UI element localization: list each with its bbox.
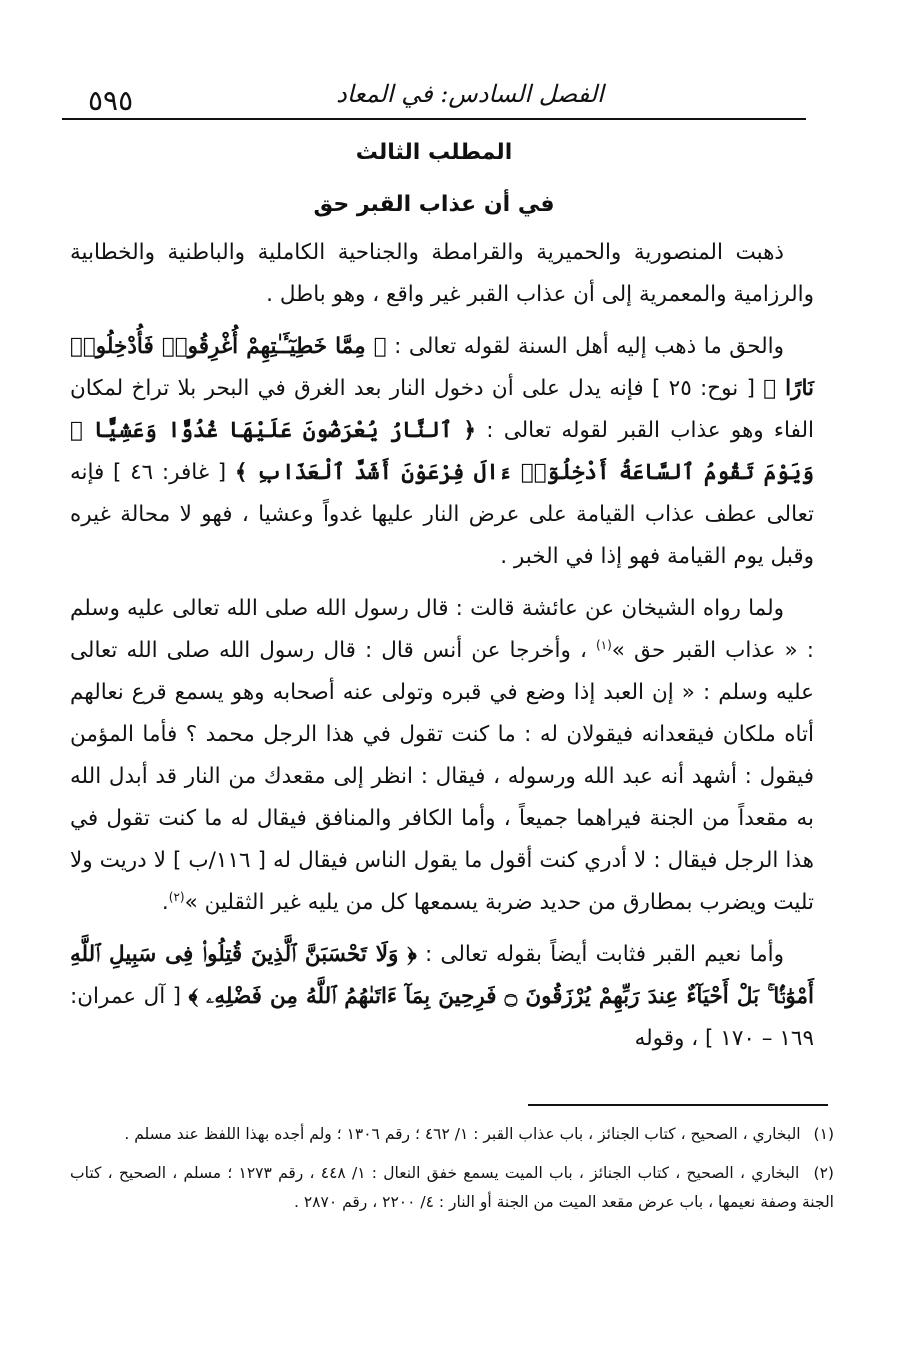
- paragraph-3-text-b: ، وأخرجا عن أنس قال : قال رسول الله صلى الله تعالى عليه وسلم : « إن العبد إذا وضع في قبره وتولى عنه أصحابه وهو يسمع قرع نعالهم أتاه ملكان فيقعدانه فيقولان له : ما كنت تقول في هذا الرجل محمد ؟ فأما المؤمن فيقول : أشهد أنه عبد الله ورسوله ، فيقال : انظر إلى مقعدك من النار قد أبدل الله به مقعداً من الجنة فيراهما جميعاً ، وأما الكافر والمنافق فيقال له ما كنت تقول في هذا الرجل فيقال : لا أدري كنت أقول ما يقول الناس فيقال له [ ١١٦/ب ] لا دريت ولا تليت ويضرب بمطارق من حديد ضربة يسمعها كل من يليه غير الثقلين »: [70, 638, 814, 915]
- paragraph-2-text-a: والحق ما ذهب إليه أهل السنة لقوله تعالى :: [394, 334, 784, 359]
- section-heading: المطلب الثالث: [355, 140, 513, 165]
- running-title: الفصل السادس: في المعاد: [336, 80, 604, 108]
- paragraph-3-text-a: ولما رواه الشيخان عن عائشة قالت : قال رسول الله صلى الله تعالى عليه وسلم : « عذاب القبر حق »: [70, 596, 814, 663]
- footnote-ref-2: (٢): [168, 889, 185, 904]
- footnote-1: [70, 1120, 834, 1149]
- footnote-2-text: البخاري ، الصحيح ، كتاب الجنائز ، باب الميت يسمع خفق النعال : ١/ ٤٤٨ ، رقم ١٢٧٣ ؛ مسلم ، الصحيح ، كتاب الجنة وصفة نعيمها ، باب عرض مقعد الميت من الجنة أو النار : ٤/ ٢٢٠٠ ، رقم ٢٨٧٠ .: [70, 1164, 834, 1211]
- paragraph-2-text-b: [ نوح: ٢٥ ] فإنه يدل على أن دخول النار بعد الغرق في البحر بلا تراخ لمكان الفاء وهو عذاب القبر لقوله تعالى :: [70, 376, 814, 443]
- main-text: [70, 232, 814, 1070]
- paragraph-1: ذهبت المنصورية والحميرية والقرامطة والجناحية الكاملية والباطنية والخطابية والرزامية والمعمرية إلى أن عذاب القبر غير واقع ، وهو باطل .: [70, 240, 814, 307]
- paragraph-2-text-c: [ غافر: ٤٦ ] فإنه تعالى عطف عذاب القيامة على عرض النار عليها غدواً وعشيا ، فهو لا محالة غيره وقبل يوم القيامة فهو إذا في الخبر .: [70, 460, 814, 569]
- header-rule: [62, 118, 806, 120]
- quran-verse-ghafir: ﴿ ٱلنَّارُ يُعْرَضُونَ عَلَيْهَا غُدُوًّا وَعَشِيًّا ۖ وَيَوْمَ تَقُومُ ٱلسَّاعَةُ أَدْخِلُوٓا۟ ءَالَ فِرْعَوْنَ أَشَدَّ ٱلْعَذَابِ ﴾: [70, 418, 814, 485]
- paragraph-4: [70, 934, 814, 1060]
- paragraph-2: [70, 326, 814, 578]
- paragraph-4-text-a: وأما نعيم القبر فثابت أيضاً بقوله تعالى :: [424, 942, 784, 967]
- paragraph-4-text-b: [ آل عمران: ١٦٩ – ١٧٠ ] ، وقوله: [70, 984, 814, 1051]
- footnote-1-number: (١): [813, 1125, 834, 1143]
- footnote-2-number: (٢): [813, 1164, 834, 1182]
- footnote-ref-1: (١): [595, 637, 612, 652]
- paragraph-3-end: .: [161, 890, 169, 915]
- quran-verse-al-imran: ﴿ وَلَا تَحْسَبَنَّ ٱلَّذِينَ قُتِلُوا۟ فِى سَبِيلِ ٱللَّهِ أَمْوَٰتًۢا ۚ بَلْ أَحْيَآءٌ عِندَ رَبِّهِمْ يُرْزَقُونَ ۝ فَرِحِينَ بِمَآ ءَاتَىٰهُمُ ٱللَّهُ مِن فَضْلِهِۦ ﴾: [70, 942, 814, 1009]
- section-title: في أن عذاب القبر حق: [313, 192, 555, 217]
- paragraph-3: [70, 588, 814, 924]
- page-number: ٥٩٥: [88, 84, 134, 117]
- footnotes: [70, 1120, 834, 1227]
- footnote-rule: [528, 1104, 828, 1106]
- quran-verse-nuh: ﴿ مِمَّا خَطِيٓـَٔـٰتِهِمْ أُغْرِقُوا۟ فَأُدْخِلُوا۟ نَارًا ﴾: [70, 334, 815, 401]
- footnote-2: [70, 1159, 834, 1217]
- footnote-1-text: البخاري ، الصحيح ، كتاب الجنائز ، باب عذاب القبر : ١/ ٤٦٢ ؛ رقم ١٣٠٦ ؛ ولم أجده بهذا اللفظ عند مسلم .: [124, 1125, 801, 1143]
